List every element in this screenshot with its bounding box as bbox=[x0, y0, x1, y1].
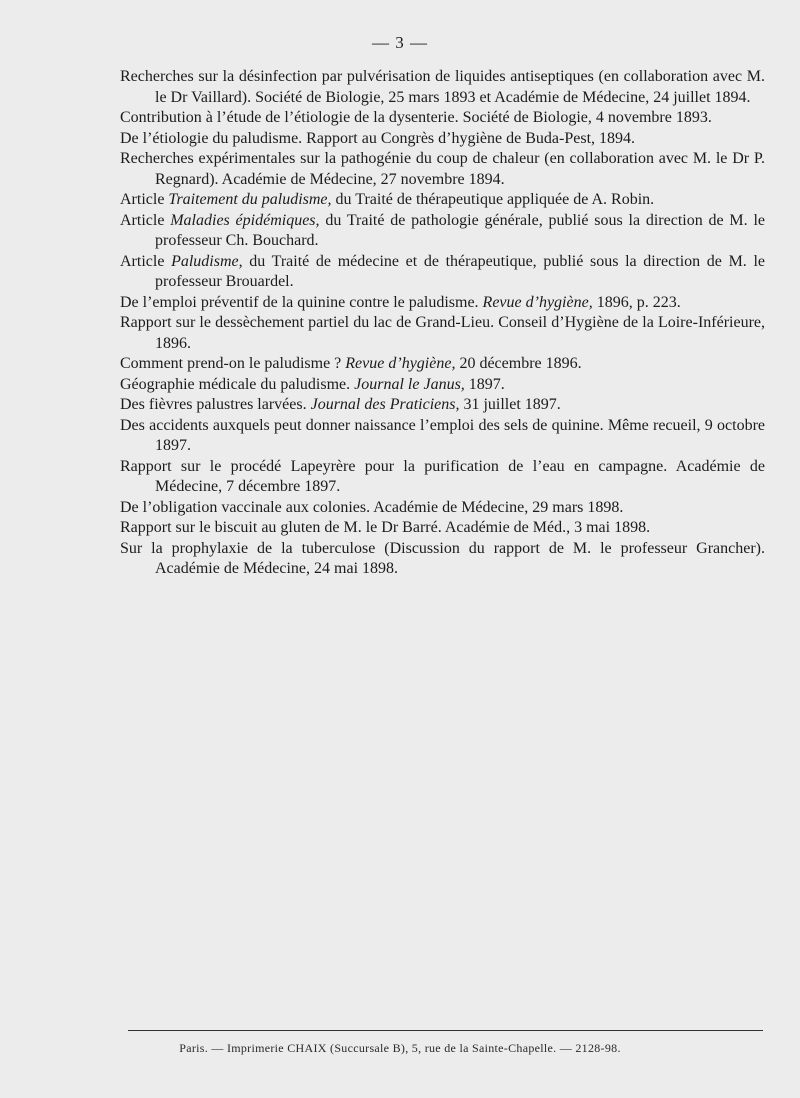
bibliography-entry bbox=[120, 498, 765, 519]
bibliography-entry bbox=[120, 539, 765, 580]
entry-text: Rapport sur le dessèchement partiel du lac de Grand-Lieu. Conseil d’Hygiène de la Loire-Inférieure, 1896. bbox=[120, 314, 765, 352]
footer-rule bbox=[128, 1030, 763, 1031]
bibliography-list bbox=[120, 67, 765, 580]
bibliography-entry bbox=[120, 149, 765, 190]
bibliography-entry bbox=[120, 293, 765, 314]
entry-title-italic: Revue d’hygiène, bbox=[482, 293, 593, 311]
entry-text: Rapport sur le procédé Lapeyrère pour la purification de l’eau en campagne. Académie de Médecine, 7 décembre 1897. bbox=[120, 457, 765, 495]
printer-imprint: Paris. — Imprimerie CHAIX (Succursale B), 5, rue de la Sainte-Chapelle. — 2128-98. bbox=[179, 1041, 621, 1055]
entry-text: 1897. bbox=[464, 375, 505, 393]
bibliography-entry bbox=[120, 416, 765, 457]
bibliography-entry bbox=[120, 457, 765, 498]
entry-text: De l’emploi préventif de la quinine contre le paludisme. bbox=[120, 293, 483, 311]
entry-text: Comment prend-on le paludisme ? bbox=[120, 355, 346, 372]
bibliography-entry bbox=[120, 129, 765, 150]
entry-title-italic: Maladies épidémiques, bbox=[170, 211, 320, 229]
entry-title-italic: Revue d’hygiène, bbox=[345, 355, 456, 372]
bibliography-entry bbox=[120, 67, 765, 108]
bibliography-entry bbox=[120, 354, 765, 375]
entry-text: Des accidents auxquels peut donner naissance l’emploi des sels de quinine. Même recueil, 9 octobre 1897. bbox=[120, 416, 765, 454]
bibliography-entry bbox=[120, 211, 765, 252]
bibliography-entry bbox=[120, 518, 765, 539]
entry-text: Article bbox=[120, 252, 172, 270]
entry-text: Rapport sur le biscuit au gluten de M. le Dr Barré. Académie de Méd., 3 mai 1898. bbox=[120, 519, 651, 536]
entry-text: Contribution à l’étude de l’étiologie de la dysenterie. Société de Biologie, 4 novembre 1893. bbox=[120, 109, 712, 126]
bibliography-entry bbox=[120, 313, 765, 354]
entry-text: Article bbox=[120, 211, 171, 229]
entry-text: 31 juillet 1897. bbox=[459, 396, 561, 413]
bibliography-entry bbox=[120, 375, 765, 396]
entry-title-italic: Traitement du paludisme, bbox=[168, 191, 332, 208]
page-number: — 3 — bbox=[372, 33, 428, 52]
entry-text: Recherches sur la désinfection par pulvérisation de liquides antiseptiques (en collaboration avec M. le Dr Vaillard). Société de Biologie, 25 mars 1893 et Académie de Médecine, 24 juillet 1894. bbox=[120, 68, 765, 106]
entry-title-italic: Journal le Janus, bbox=[354, 375, 465, 393]
entry-text: du Traité de médecine et de thérapeutique, publié sous la direction de M. le professeur Brouardel. bbox=[155, 252, 765, 290]
entry-text: De l’étiologie du paludisme. Rapport au Congrès d’hygiène de Buda-Pest, 1894. bbox=[120, 129, 636, 147]
entry-text: Sur la prophylaxie de la tuberculose (Discussion du rapport de M. le professeur Grancher). Académie de Médecine, 24 mai 1898. bbox=[120, 539, 765, 577]
bibliography-entry bbox=[120, 108, 765, 129]
bibliography-entry bbox=[120, 252, 765, 293]
entry-title-italic: Paludisme, bbox=[171, 252, 243, 270]
entry-text: du Traité de pathologie générale, publié sous la direction de M. le professeur Ch. Bouchard. bbox=[155, 211, 765, 249]
entry-text: Géographie médicale du paludisme. bbox=[120, 375, 355, 393]
entry-text: Article bbox=[120, 191, 169, 208]
entry-text: 20 décembre 1896. bbox=[455, 355, 582, 372]
entry-text: du Traité de thérapeutique appliquée de A. Robin. bbox=[331, 191, 655, 208]
bibliography-entry bbox=[120, 190, 765, 211]
bibliography-entry bbox=[120, 395, 765, 416]
entry-text: Recherches expérimentales sur la pathogénie du coup de chaleur (en collaboration avec M. le Dr P. Regnard). Académie de Médecine, 27 novembre 1894. bbox=[120, 150, 765, 188]
entry-text: 1896, p. 223. bbox=[592, 293, 681, 311]
entry-text: Des fièvres palustres larvées. bbox=[120, 396, 311, 413]
entry-text: De l’obligation vaccinale aux colonies. Académie de Médecine, 29 mars 1898. bbox=[120, 498, 624, 516]
entry-title-italic: Journal des Praticiens, bbox=[310, 396, 460, 413]
